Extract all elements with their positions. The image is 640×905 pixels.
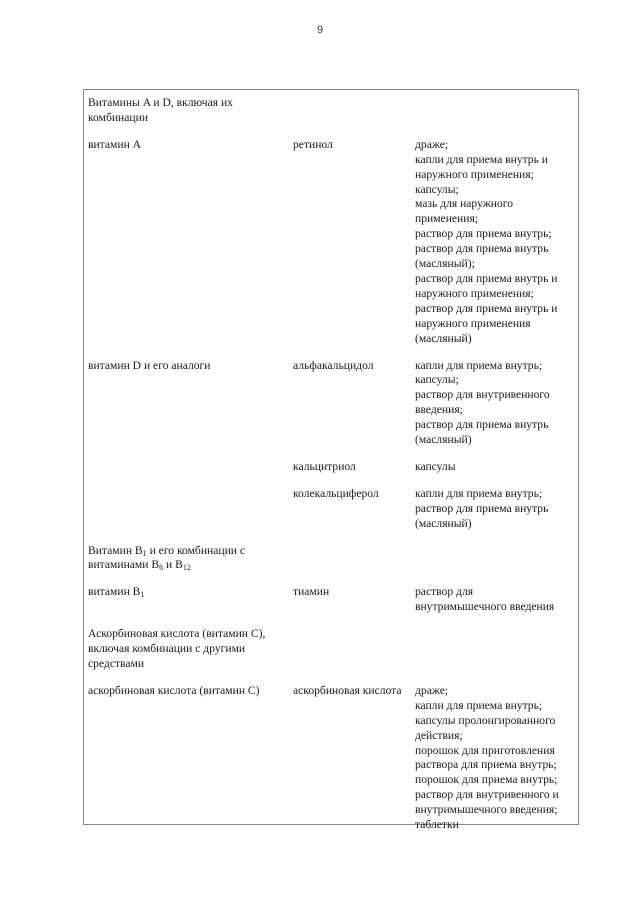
table-row: [88, 126, 580, 347]
dosage-form-line: капсулы: [415, 459, 456, 473]
dosage-form-line: капсулы;: [415, 373, 459, 387]
dosage-forms: [415, 126, 580, 347]
page-number: 9: [316, 24, 324, 36]
dosage-form-line: капли для приема внутрь и: [415, 152, 548, 166]
dosage-form-line: раствора для приема внутрь;: [415, 758, 557, 772]
group-heading: Витамины A и D, включая их комбинации: [88, 96, 233, 124]
dosage-form-line: таблетки: [415, 818, 459, 832]
dosage-form-line: (масляный): [415, 516, 472, 530]
dosage-form-line: внутримышечного введения: [415, 600, 555, 614]
substance-name: ретинол: [293, 137, 333, 151]
dosage-form-line: мазь для наружного: [415, 197, 513, 211]
dosage-forms: [415, 347, 580, 448]
dosage-forms: [415, 573, 580, 615]
dosage-form-line: раствор для приема внутрь: [415, 418, 549, 432]
table-row: [88, 672, 580, 833]
dosage-form-line: применения;: [415, 212, 479, 226]
substance-name: тиамин: [293, 585, 330, 599]
drug-group-name: витамин A: [88, 137, 142, 151]
dosage-form-line: раствор для приема внутрь и: [415, 271, 558, 285]
dosage-form-line: введения;: [415, 403, 463, 417]
group-row: [88, 615, 580, 672]
dosage-form-line: раствор для внутривенного: [415, 388, 550, 402]
dosage-form-line: наружного применения;: [415, 167, 534, 181]
dosage-form-line: наружного применения;: [415, 286, 534, 300]
group-heading: Аскорбиновая кислота (витамин C), включая комбинации с другими средствами: [88, 627, 266, 670]
table-row: [88, 347, 580, 448]
dosage-form-line: раствор для внутривенного и: [415, 788, 559, 802]
dosage-form-line: порошок для приема внутрь;: [415, 773, 558, 787]
drug-group-name: аскорбиновая кислота (витамин C): [88, 683, 260, 697]
dosage-forms: [415, 475, 580, 532]
dosage-forms: [415, 448, 580, 475]
dosage-forms: [415, 672, 580, 833]
dosage-form-line: драже;: [415, 137, 449, 151]
substance-name: альфакальцидол: [293, 358, 374, 372]
drug-group-name: витамин $B_1$: [88, 585, 145, 600]
dosage-form-line: раствор для приема внутрь;: [415, 227, 552, 241]
substance-name: колекальциферол: [293, 486, 379, 500]
dosage-form-line: капсулы;: [415, 182, 459, 196]
dosage-form-line: капли для приема внутрь;: [415, 358, 543, 372]
dosage-form-line: внутримышечного введения;: [415, 803, 558, 817]
dosage-form-line: капсулы пролонгированного: [415, 713, 556, 727]
dosage-form-line: капли для приема внутрь;: [415, 698, 543, 712]
dosage-form-line: (масляный): [415, 331, 472, 345]
table-row: [88, 475, 580, 532]
drug-group-name: [88, 448, 293, 475]
dosage-form-line: раствор для приема внутрь: [415, 242, 549, 256]
drug-group-name: витамин D и его аналоги: [88, 358, 211, 372]
dosage-form-line: раствор для приема внутрь и: [415, 301, 558, 315]
group-row: [88, 532, 580, 574]
group-heading: Витамин $B_1$ и его комбинации с витаминами $B_6$ и $B_{12}$: [88, 543, 246, 573]
drug-group-name: [88, 475, 293, 532]
dosage-form-line: наружного применения: [415, 316, 531, 330]
dosage-form-line: раствор для приема внутрь: [415, 501, 549, 515]
drug-table: [88, 96, 580, 833]
dosage-form-line: действия;: [415, 728, 463, 742]
table-row: [88, 448, 580, 475]
dosage-form-line: капли для приема внутрь;: [415, 486, 543, 500]
dosage-form-line: порошок для приготовления: [415, 743, 555, 757]
dosage-form-line: (масляный);: [415, 257, 475, 271]
table-row: [88, 573, 580, 615]
group-row: [88, 96, 580, 126]
substance-name: аскорбиновая кислота: [293, 683, 402, 697]
substance-name: кальцитриол: [293, 459, 356, 473]
dosage-form-line: драже;: [415, 683, 449, 697]
dosage-form-line: раствор для: [415, 585, 474, 599]
dosage-form-line: (масляный): [415, 433, 472, 447]
